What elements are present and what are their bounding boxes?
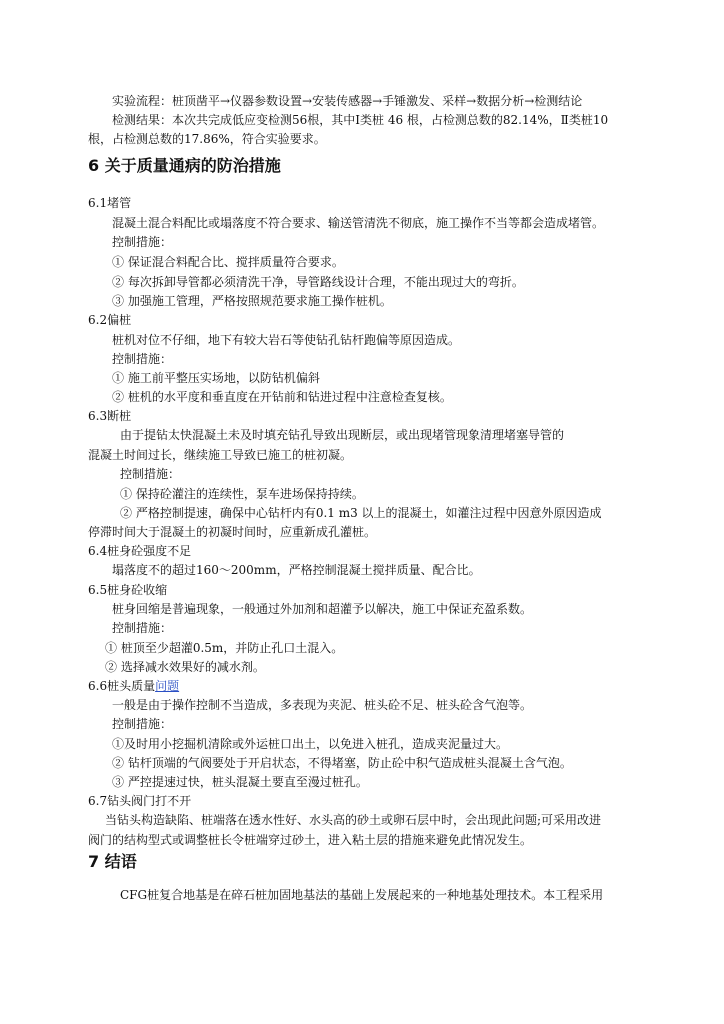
problem-link[interactable]: 问题 [155,679,180,693]
list-item: ① 保证混合料配合比、搅拌质量符合要求。 [112,255,344,269]
paragraph-line: 由于提钻太快混凝土未及时填充钻孔导致出现断层，或出现堵管现象清理堵塞导管的 [120,428,565,442]
list-item: ① 保持砼灌注的连续性，泵车进场保持持续。 [120,487,364,501]
measures-label: 控制措施： [112,717,173,731]
subsection-6-6-title [88,678,179,694]
paragraph-line: CFG桩复合地基是在碎石桩加固地基法的基础上发展起来的一种地基处理技术。本工程采用 [120,888,604,902]
measures-label: 控制措施： [112,235,173,249]
intro-line-1: 实验流程：桩顶凿平→仪器参数设置→安装传感器→手锤激发、采样→数据分析→检测结论 [112,94,583,108]
paragraph-line: 当钻头构造缺陷、桩端落在透水性好、水头高的砂土或卵石层中时，会出现此问题;可采用改进 [105,813,602,827]
list-item: ①及时用小挖掘机清除或外运桩口出土，以免进入桩孔，造成夹泥量过大。 [112,737,509,751]
subsection-title-text: 6.6桩头质量 [88,679,156,693]
intro-line-3: 根，占检测总数的17.86%，符合实验要求。 [88,132,326,146]
subsection-6-3-title: 6.3断桩 [88,409,132,423]
list-item: ③ 严控提速过快，桩头混凝土要直至漫过桩孔。 [112,775,368,789]
paragraph-line: 混凝土时间过长，继续施工导致已施工的桩初凝。 [88,448,353,462]
paragraph-line: 桩身回缩是普遍现象，一般通过外加剂和超灌予以解决，施工中保证充盈系数。 [112,602,533,616]
paragraph-line: 一般是由于操作控制不当造成，多表现为夹泥、桩头砼不足、桩头砼含气泡等。 [112,698,533,712]
subsection-6-5-title: 6.5桩身砼收缩 [88,583,168,597]
section-6-heading: 6 关于质量通病的防治措施 [88,156,281,175]
subsection-6-7-title: 6.7钻头阀门打不开 [88,794,192,808]
list-item: ① 桩顶至少超灌0.5m，并防止孔口土混入。 [105,641,344,655]
list-item: ① 施工前平整压实场地，以防钻机偏斜 [112,371,320,385]
section-7-heading: 7 结语 [88,852,137,871]
subsection-6-4-title: 6.4桩身砼强度不足 [88,544,192,558]
list-item: ③ 加强施工管理，严格按照规范要求施工操作桩机。 [112,294,392,308]
subsection-6-2-title: 6.2偏桩 [88,313,132,327]
list-item: ② 严格控制提速，确保中心钻杆内有0.1 m3 以上的混凝土，如灌注过程中因意外原因造成 [120,506,602,520]
subsection-6-1-title: 6.1堵管 [88,196,132,210]
measures-label: 控制措施： [120,467,181,481]
list-item: ② 每次拆卸导管都必须清洗干净，导管路线设计合理，不能出现过大的弯折。 [112,275,524,289]
list-item: ② 桩机的水平度和垂直度在开钻前和钻进过程中注意检查复核。 [112,390,452,404]
measures-label: 控制措施： [112,621,173,635]
paragraph-line: 停滞时间大于混凝土的初凝时间时，应重新成孔灌桩。 [88,525,377,539]
paragraph-line: 混凝土混合料配比或塌落度不符合要求、输送管清洗不彻底，施工操作不当等都会造成堵管。 [112,216,605,230]
intro-line-2: 检测结果：本次共完成低应变检测56根，其中Ⅰ类桩 46 根，占检测总数的82.14%，Ⅱ类桩10 [112,113,609,127]
list-item: ② 钻杆顶端的气阀要处于开启状态，不得堵塞，防止砼中积气造成桩头混凝土含气泡。 [112,756,572,770]
paragraph-line: 桩机对位不仔细，地下有较大岩石等使钻孔钻杆跑偏等原因造成。 [112,333,461,347]
paragraph-line: 塌落度不的超过160～200mm，严格控制混凝土搅拌质量、配合比。 [112,563,481,577]
list-item: ② 选择减水效果好的减水剂。 [105,660,265,674]
measures-label: 控制措施： [112,352,173,366]
paragraph-line: 阀门的结构型式或调整桩长令桩端穿过砂土，进入粘土层的措施来避免此情况发生。 [88,833,533,847]
